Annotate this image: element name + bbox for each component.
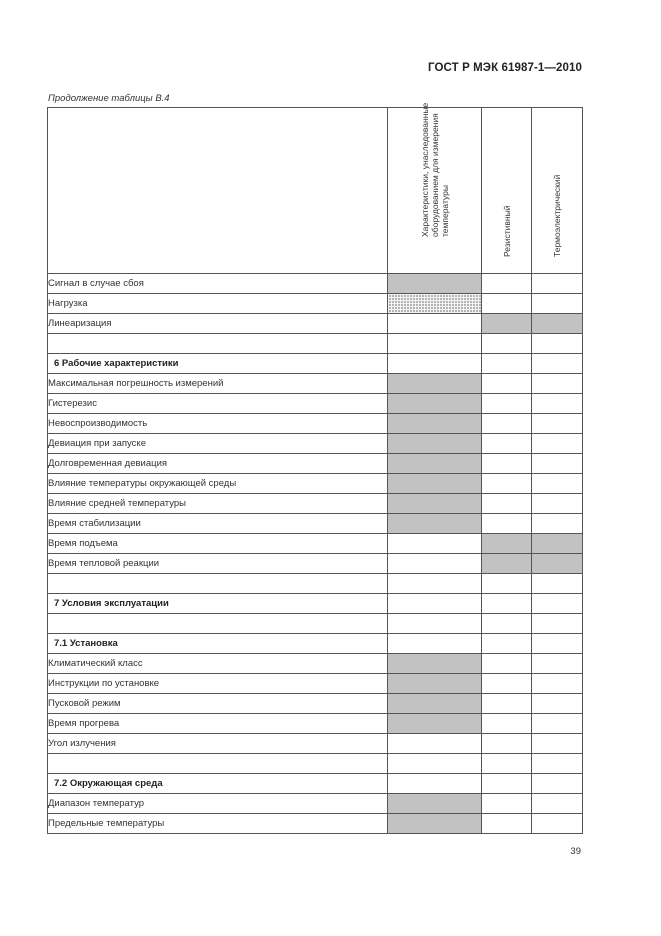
applicability-cell-3 xyxy=(532,514,583,534)
applicability-cell-3 xyxy=(532,754,583,774)
header-resistive xyxy=(482,108,532,274)
table-row xyxy=(48,494,583,514)
table-caption: Продолжение таблицы В.4 xyxy=(48,93,170,104)
applicability-cell-3 xyxy=(532,674,583,694)
applicability-cell-3 xyxy=(532,414,583,434)
table-row xyxy=(48,614,583,634)
characteristic-label-cell xyxy=(48,574,388,594)
applicability-cell-1 xyxy=(388,814,482,834)
applicability-cell-3 xyxy=(532,614,583,634)
applicability-cell-3 xyxy=(532,574,583,594)
applicability-cell-3 xyxy=(532,454,583,474)
applicability-cell-1 xyxy=(388,374,482,394)
applicability-cell-3 xyxy=(532,394,583,414)
section-heading-cell: 7.2 Окружающая среда xyxy=(48,774,388,794)
characteristic-label-cell: Девиация при запуске xyxy=(48,434,388,454)
table-row xyxy=(48,314,583,334)
applicability-cell-3 xyxy=(532,794,583,814)
applicability-cell-2 xyxy=(482,494,532,514)
table-row xyxy=(48,474,583,494)
applicability-cell-2 xyxy=(482,574,532,594)
applicability-cell-1 xyxy=(388,394,482,414)
characteristic-label-cell: Сигнал в случае сбоя xyxy=(48,274,388,294)
table-row xyxy=(48,654,583,674)
table-row xyxy=(48,374,583,394)
applicability-cell-1 xyxy=(388,434,482,454)
characteristic-label-cell: Гистерезис xyxy=(48,394,388,414)
characteristic-label-cell: Диапазон температур xyxy=(48,794,388,814)
table-row xyxy=(48,354,583,374)
applicability-cell-1 xyxy=(388,594,482,614)
applicability-cell-1 xyxy=(388,414,482,434)
applicability-cell-2 xyxy=(482,594,532,614)
applicability-cell-3 xyxy=(532,274,583,294)
applicability-cell-3 xyxy=(532,434,583,454)
applicability-cell-2 xyxy=(482,654,532,674)
applicability-cell-2 xyxy=(482,274,532,294)
header-thermoelectric xyxy=(532,108,583,274)
applicability-cell-1 xyxy=(388,334,482,354)
applicability-cell-2 xyxy=(482,514,532,534)
applicability-cell-1 xyxy=(388,794,482,814)
characteristic-label-cell: Климатический класс xyxy=(48,654,388,674)
table-row xyxy=(48,574,583,594)
applicability-cell-1 xyxy=(388,714,482,734)
applicability-cell-3 xyxy=(532,714,583,734)
characteristic-label-cell: Влияние средней температуры xyxy=(48,494,388,514)
applicability-cell-3 xyxy=(532,354,583,374)
applicability-cell-2 xyxy=(482,414,532,434)
applicability-cell-3 xyxy=(532,494,583,514)
header-empty-cell xyxy=(48,108,388,274)
table-row xyxy=(48,334,583,354)
applicability-cell-1 xyxy=(388,654,482,674)
applicability-cell-3 xyxy=(532,634,583,654)
applicability-cell-1 xyxy=(388,734,482,754)
table-row xyxy=(48,394,583,414)
applicability-cell-2 xyxy=(482,554,532,574)
applicability-cell-2 xyxy=(482,434,532,454)
table-body xyxy=(48,274,583,834)
characteristic-label-cell: Долговременная девиация xyxy=(48,454,388,474)
characteristic-label-cell: Невоспроизводимость xyxy=(48,414,388,434)
applicability-cell-2 xyxy=(482,814,532,834)
table-row xyxy=(48,674,583,694)
table-row xyxy=(48,634,583,654)
table-row xyxy=(48,514,583,534)
table-row xyxy=(48,454,583,474)
applicability-cell-2 xyxy=(482,334,532,354)
applicability-cell-1 xyxy=(388,614,482,634)
applicability-cell-1 xyxy=(388,294,482,314)
applicability-cell-2 xyxy=(482,774,532,794)
applicability-cell-1 xyxy=(388,454,482,474)
table-row xyxy=(48,294,583,314)
applicability-cell-1 xyxy=(388,474,482,494)
applicability-cell-3 xyxy=(532,294,583,314)
applicability-cell-2 xyxy=(482,794,532,814)
table-row xyxy=(48,794,583,814)
applicability-cell-1 xyxy=(388,694,482,714)
characteristic-label-cell: Инструкции по установке xyxy=(48,674,388,694)
characteristic-label-cell: Время подъема xyxy=(48,534,388,554)
table-header-row xyxy=(48,108,583,274)
applicability-cell-3 xyxy=(532,474,583,494)
characteristic-label-cell xyxy=(48,334,388,354)
characteristic-label-cell: Линеаризация xyxy=(48,314,388,334)
characteristic-label-cell xyxy=(48,614,388,634)
applicability-cell-2 xyxy=(482,614,532,634)
applicability-cell-1 xyxy=(388,514,482,534)
applicability-cell-3 xyxy=(532,334,583,354)
header-thermoelectric-label: Термоэлектрический xyxy=(552,174,562,257)
characteristic-label-cell: Угол излучения xyxy=(48,734,388,754)
characteristic-label-cell: Максимальная погрешность измерений xyxy=(48,374,388,394)
applicability-cell-2 xyxy=(482,374,532,394)
table-row xyxy=(48,534,583,554)
applicability-cell-1 xyxy=(388,754,482,774)
table-row xyxy=(48,694,583,714)
applicability-cell-1 xyxy=(388,774,482,794)
characteristic-label-cell: Влияние температуры окружающей среды xyxy=(48,474,388,494)
applicability-cell-2 xyxy=(482,474,532,494)
applicability-cell-2 xyxy=(482,694,532,714)
applicability-cell-3 xyxy=(532,534,583,554)
table-row xyxy=(48,554,583,574)
section-heading-cell: 7.1 Установка xyxy=(48,634,388,654)
applicability-cell-2 xyxy=(482,714,532,734)
applicability-cell-1 xyxy=(388,274,482,294)
applicability-cell-2 xyxy=(482,354,532,374)
applicability-cell-3 xyxy=(532,594,583,614)
applicability-cell-2 xyxy=(482,674,532,694)
table-row xyxy=(48,274,583,294)
applicability-cell-1 xyxy=(388,354,482,374)
applicability-cell-3 xyxy=(532,554,583,574)
applicability-cell-2 xyxy=(482,314,532,334)
characteristic-label-cell xyxy=(48,754,388,774)
header-inherited-label: Характеристики, унаследованные оборудованием для измерения температуры xyxy=(419,102,450,237)
characteristic-label-cell: Пусковой режим xyxy=(48,694,388,714)
table-row xyxy=(48,734,583,754)
applicability-cell-3 xyxy=(532,814,583,834)
applicability-cell-2 xyxy=(482,294,532,314)
applicability-cell-2 xyxy=(482,734,532,754)
table-row xyxy=(48,774,583,794)
standard-number: ГОСТ Р МЭК 61987-1—2010 xyxy=(428,62,582,74)
applicability-cell-3 xyxy=(532,774,583,794)
applicability-cell-2 xyxy=(482,634,532,654)
applicability-cell-1 xyxy=(388,494,482,514)
applicability-cell-2 xyxy=(482,454,532,474)
applicability-cell-3 xyxy=(532,734,583,754)
table-row xyxy=(48,414,583,434)
header-resistive-label: Резистивный xyxy=(501,205,512,257)
table-row xyxy=(48,754,583,774)
section-heading-cell: 6 Рабочие характеристики xyxy=(48,354,388,374)
applicability-cell-1 xyxy=(388,634,482,654)
applicability-cell-1 xyxy=(388,674,482,694)
table-row xyxy=(48,814,583,834)
characteristic-label-cell: Время прогрева xyxy=(48,714,388,734)
applicability-cell-3 xyxy=(532,654,583,674)
table-row xyxy=(48,594,583,614)
table-row xyxy=(48,714,583,734)
page-number: 39 xyxy=(570,846,581,857)
applicability-cell-2 xyxy=(482,534,532,554)
characteristic-label-cell: Время тепловой реакции xyxy=(48,554,388,574)
applicability-cell-1 xyxy=(388,314,482,334)
applicability-cell-1 xyxy=(388,534,482,554)
characteristic-label-cell: Время стабилизации xyxy=(48,514,388,534)
characteristic-label-cell: Предельные температуры xyxy=(48,814,388,834)
table-row xyxy=(48,434,583,454)
applicability-cell-1 xyxy=(388,574,482,594)
characteristics-table xyxy=(47,102,583,834)
applicability-cell-1 xyxy=(388,554,482,574)
applicability-cell-2 xyxy=(482,394,532,414)
section-heading-cell: 7 Условия эксплуатации xyxy=(48,594,388,614)
characteristic-label-cell: Нагрузка xyxy=(48,294,388,314)
applicability-cell-2 xyxy=(482,754,532,774)
applicability-cell-3 xyxy=(532,314,583,334)
applicability-cell-3 xyxy=(532,694,583,714)
applicability-cell-3 xyxy=(532,374,583,394)
header-inherited-characteristics xyxy=(388,102,482,274)
